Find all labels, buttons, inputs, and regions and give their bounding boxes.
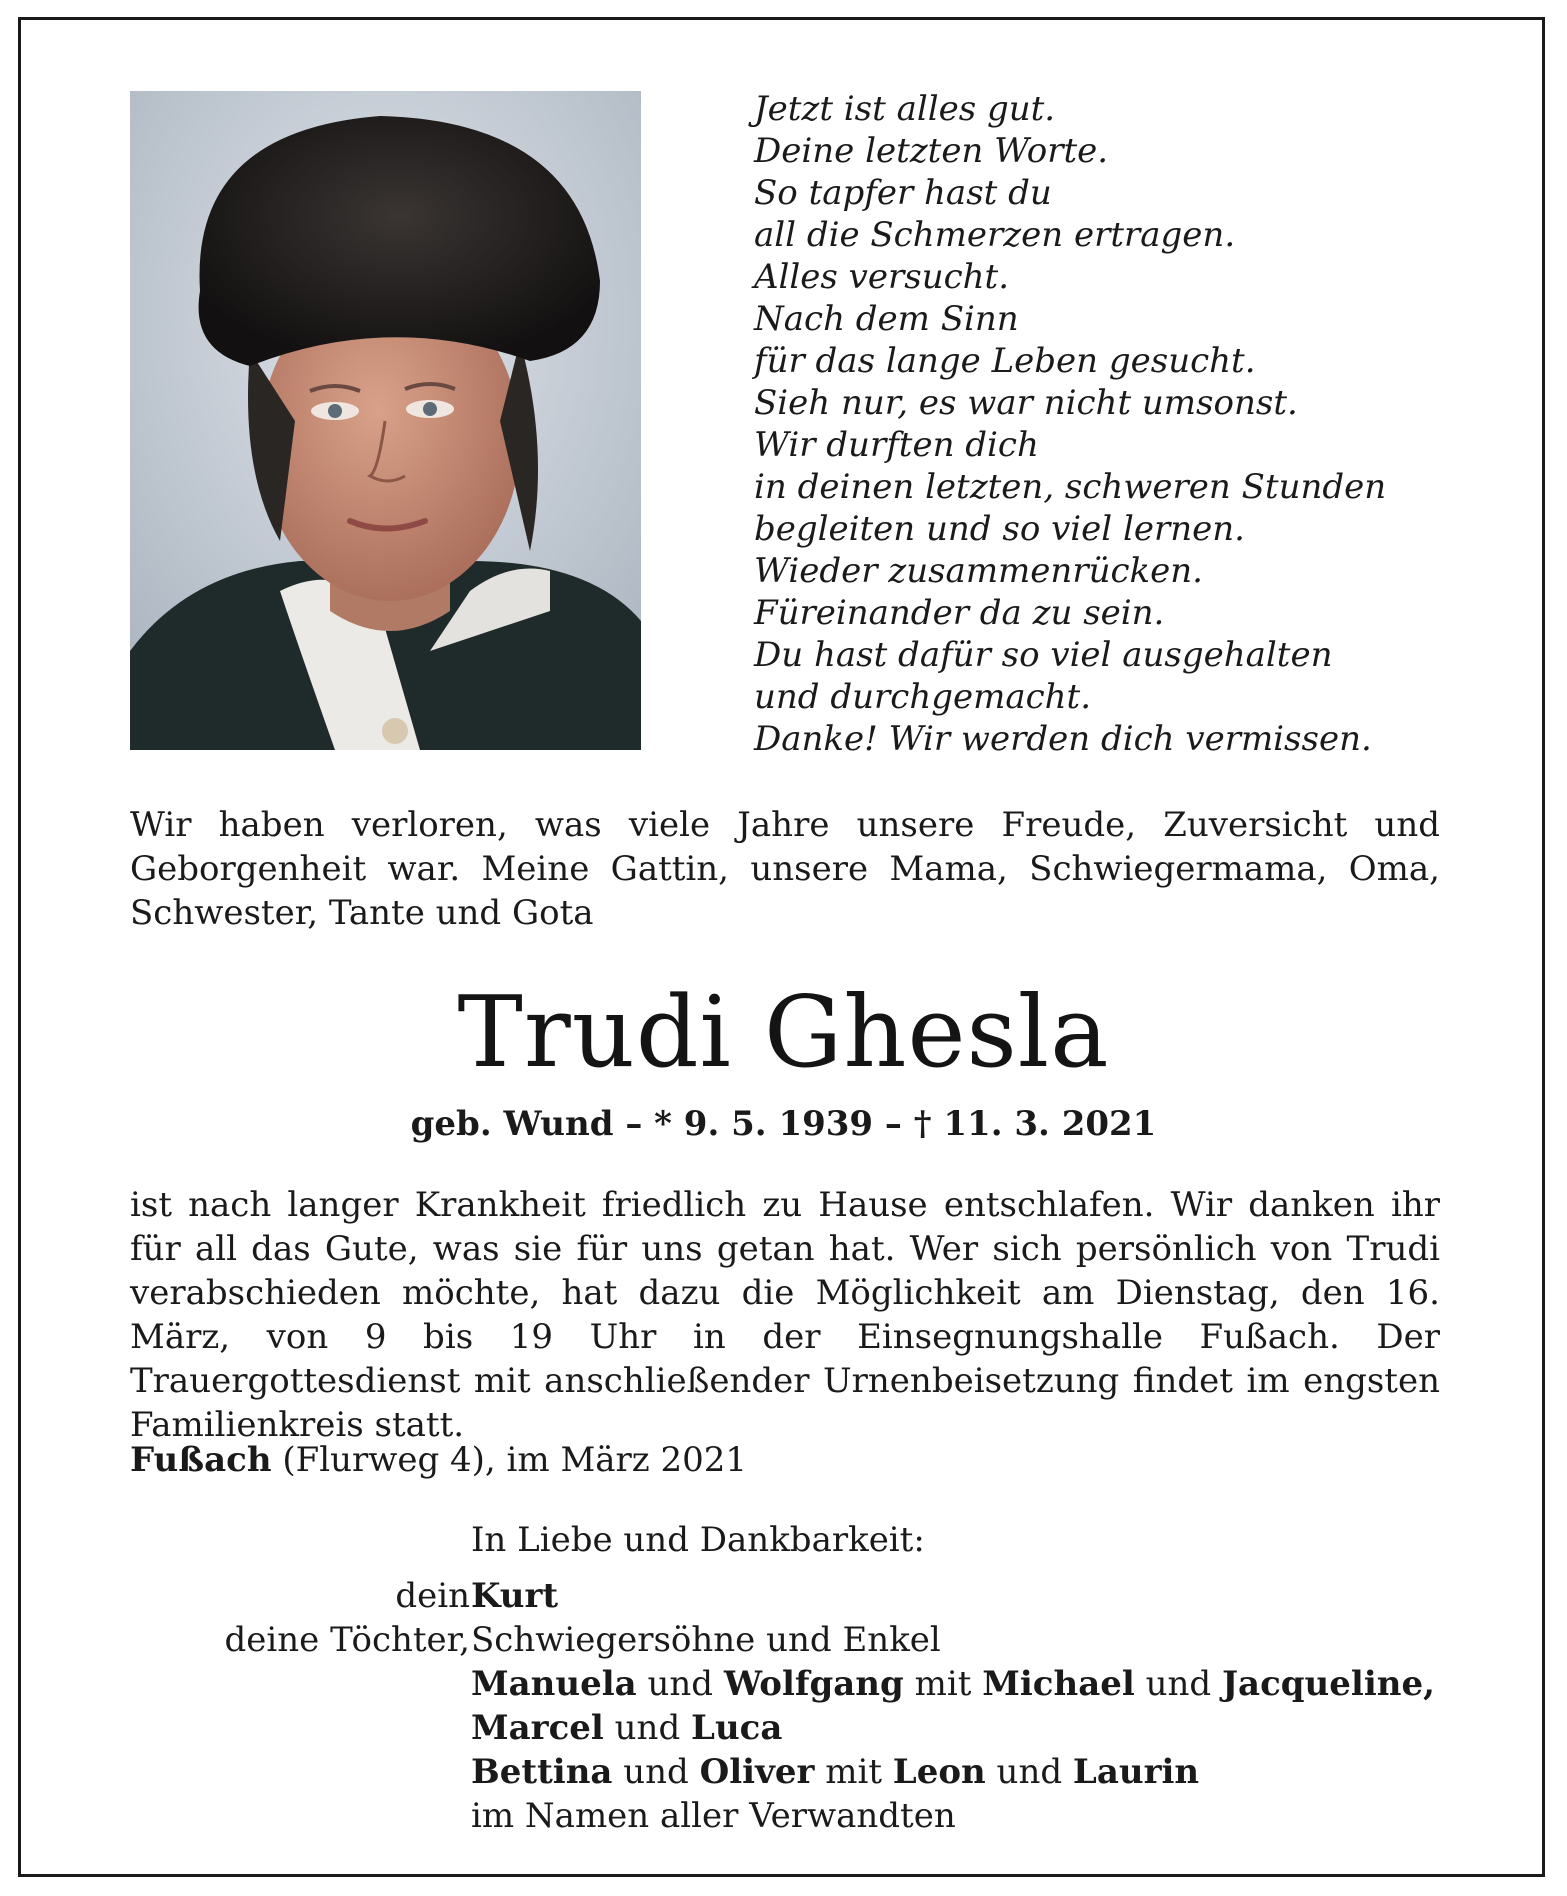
- family-row-1: [0, 1662, 1567, 1706]
- husband-name: Kurt: [471, 1576, 559, 1616]
- poem-line: Füreinander da zu sein.: [754, 593, 1165, 633]
- husband-row: [0, 1574, 1567, 1618]
- family-row-1b: [0, 1706, 1567, 1750]
- deceased-dates: geb. Wund – * 9. 5. 1939 – † 11. 3. 2021: [410, 1104, 1157, 1144]
- connector: mit: [903, 1664, 983, 1704]
- family-name: Jacqueline,: [1221, 1664, 1435, 1704]
- family-name: Oliver: [699, 1752, 815, 1792]
- children-rest: Schwiegersöhne und Enkel: [471, 1620, 941, 1660]
- connector: und: [985, 1752, 1073, 1792]
- poem: [754, 88, 1434, 760]
- family-row-2: [0, 1750, 1567, 1794]
- connector: und: [603, 1708, 692, 1748]
- family-name: Michael: [982, 1664, 1135, 1704]
- connector: und: [636, 1664, 724, 1704]
- children-row: [0, 1618, 1567, 1662]
- family-name: Leon: [892, 1752, 986, 1792]
- poem-line: Sieh nur, es war nicht umsonst.: [754, 383, 1298, 423]
- poem-line: all die Schmerzen ertragen.: [754, 215, 1236, 255]
- family-name: Wolfgang: [723, 1664, 904, 1704]
- poem-line: Wieder zusammenrücken.: [754, 551, 1203, 591]
- place-town: Fußach: [130, 1440, 272, 1480]
- poem-line: begleiten und so viel lernen.: [754, 509, 1245, 549]
- portrait-photo: [130, 91, 641, 750]
- place-rest: (Flurweg 4), im März 2021: [271, 1440, 748, 1480]
- family-name: Laurin: [1072, 1752, 1200, 1792]
- poem-line: Du hast dafür so viel ausgehalten: [754, 635, 1333, 675]
- family-name: Marcel: [471, 1708, 604, 1748]
- poem-line: Danke! Wir werden dich vermissen.: [754, 719, 1372, 759]
- family-name: Manuela: [471, 1664, 637, 1704]
- poem-line: Alles versucht.: [754, 257, 1010, 297]
- intro-paragraph: Wir haben verloren, was viele Jahre unsere Freude, Zuversicht und Geborgenheit war. Meine Gattin, unsere Mama, Schwiegermama, Oma, Schwester, Tante und Gota: [130, 805, 1440, 933]
- children-label: deine Töchter,: [224, 1620, 470, 1660]
- signoff: [0, 1518, 1567, 1838]
- poem-line: in deinen letzten, schweren Stunden: [754, 467, 1387, 507]
- poem-line: Jetzt ist alles gut.: [754, 89, 1056, 129]
- connector: mit: [814, 1752, 893, 1792]
- signoff-heading-row: [0, 1518, 1567, 1562]
- husband-label: dein: [395, 1576, 470, 1616]
- connector: und: [1134, 1664, 1222, 1704]
- signoff-heading: In Liebe und Dankbarkeit:: [471, 1520, 925, 1560]
- portrait-illustration: [130, 91, 641, 750]
- poem-line: Wir durften dich: [754, 425, 1039, 465]
- family-name: Bettina: [471, 1752, 613, 1792]
- family-name: Luca: [691, 1708, 783, 1748]
- place-date-line: [130, 1438, 1440, 1482]
- closing-line: im Namen aller Verwandten: [471, 1796, 956, 1836]
- connector: und: [612, 1752, 700, 1792]
- poem-line: Nach dem Sinn: [754, 299, 1019, 339]
- body-paragraph: ist nach langer Krankheit friedlich zu Hause entschlafen. Wir danken ihr für all das Gute, was sie für uns getan hat. Wer sich persönlich von Trudi verabschieden möchte, hat dazu die Möglichkeit am Dienstag, den 16. März, von 9 bis 19 Uhr in der Einsegnungshalle Fußach. Der Trauergottesdienst mit anschließender Urnenbeisetzung findet im engsten Familienkreis statt.: [130, 1185, 1440, 1445]
- closing-row: [0, 1794, 1567, 1838]
- poem-line: und durchgemacht.: [754, 677, 1092, 717]
- poem-line: So tapfer hast du: [754, 173, 1052, 213]
- poem-line: Deine letzten Worte.: [754, 131, 1109, 171]
- deceased-name: Trudi Ghesla: [457, 976, 1110, 1090]
- poem-line: für das lange Leben gesucht.: [754, 341, 1256, 381]
